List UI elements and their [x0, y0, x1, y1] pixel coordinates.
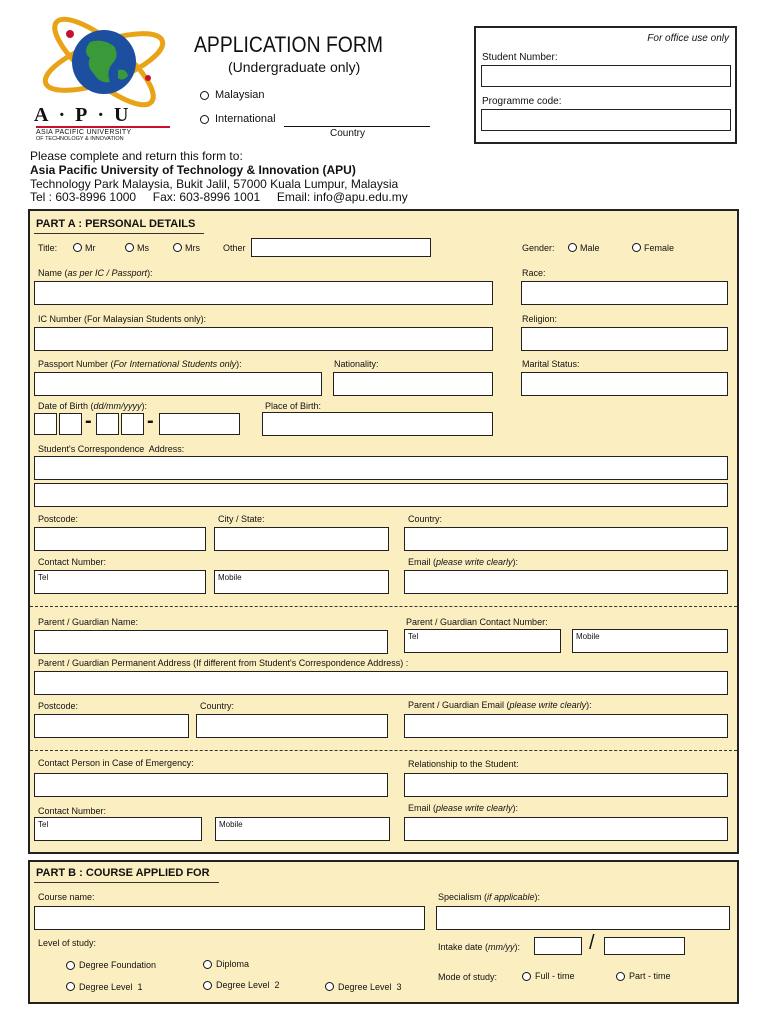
contact-label: Contact Number:: [38, 557, 107, 567]
international-radio[interactable]: [200, 115, 209, 124]
degree-level-3-radio[interactable]: [325, 982, 334, 991]
course-label: Course name:: [38, 892, 95, 902]
course-field[interactable]: [34, 906, 425, 930]
degree-level-1-label: Degree Level 1: [79, 982, 143, 992]
degree-foundation-radio[interactable]: [66, 961, 75, 970]
name-label: Name (as per IC / Passport):: [38, 268, 153, 278]
part-a-title: PART A : PERSONAL DETAILS: [36, 218, 196, 230]
diploma-radio[interactable]: [203, 960, 212, 969]
parent-address-field[interactable]: [34, 671, 728, 695]
parttime-label: Part - time: [629, 971, 671, 981]
country-caption: Country: [330, 128, 366, 139]
dob-day-1[interactable]: [34, 413, 57, 435]
fulltime-label: Full - time: [535, 971, 575, 981]
student-number-field[interactable]: [481, 65, 731, 87]
relationship-field[interactable]: [404, 773, 728, 797]
race-field[interactable]: [521, 281, 728, 305]
dob-dash-2: -: [147, 410, 154, 432]
religion-label: Religion:: [522, 314, 558, 324]
page-subtitle: (Undergraduate only): [228, 59, 361, 75]
title-mrs-label: Mrs: [185, 243, 200, 253]
diploma-label: Diploma: [216, 959, 250, 969]
email-field[interactable]: [404, 570, 728, 594]
parent-address-label: Parent / Guardian Permanent Address (If different from Student's Correspondence Address) :: [38, 658, 409, 668]
emergency-label: Contact Person in Case of Emergency:: [38, 758, 194, 768]
apu-logo: [30, 12, 178, 144]
gender-female-label: Female: [644, 243, 675, 253]
specialism-field[interactable]: [436, 906, 730, 930]
em-contact-label: Contact Number:: [38, 806, 107, 816]
mode-label: Mode of study:: [438, 972, 498, 982]
intake-label: Intake date (mm/yy):: [438, 942, 521, 952]
pob-field[interactable]: [262, 412, 493, 436]
programme-code-field[interactable]: [481, 109, 731, 131]
title-label: Title:: [38, 243, 58, 253]
dob-month-1[interactable]: [96, 413, 119, 435]
parent-name-label: Parent / Guardian Name:: [38, 617, 139, 627]
address-label: Student's Correspondence Address:: [38, 444, 185, 454]
country-line[interactable]: [284, 126, 430, 127]
country-label: Country:: [408, 514, 443, 524]
title-other-label: Other: [223, 243, 246, 253]
title-other-field[interactable]: [251, 238, 431, 257]
degree-level-1-radio[interactable]: [66, 982, 75, 991]
parent-mobile-field[interactable]: Mobile: [572, 629, 728, 653]
postcode-field[interactable]: [34, 527, 206, 551]
divider-1: [30, 606, 737, 607]
return-line-1: Please complete and return this form to:: [30, 149, 243, 163]
ic-label: IC Number (For Malaysian Students only):: [38, 314, 207, 324]
nationality-field[interactable]: [333, 372, 493, 396]
country-field[interactable]: [404, 527, 728, 551]
title-ms-radio[interactable]: [125, 243, 134, 252]
gender-label: Gender:: [522, 243, 555, 253]
nationality-label: Nationality:: [334, 359, 379, 369]
dob-day-2[interactable]: [59, 413, 82, 435]
em-tel-field[interactable]: Tel: [34, 817, 202, 841]
pob-label: Place of Birth:: [265, 401, 322, 411]
page-title: APPLICATION FORM: [194, 32, 383, 57]
parent-email-field[interactable]: [404, 714, 728, 738]
malaysian-label: Malaysian: [215, 89, 265, 101]
title-mr-radio[interactable]: [73, 243, 82, 252]
title-mrs-radio[interactable]: [173, 243, 182, 252]
passport-label: Passport Number (For International Students only):: [38, 359, 242, 369]
part-a-title-rule: [34, 233, 204, 234]
title-mr-label: Mr: [85, 243, 96, 253]
office-use-box: [474, 26, 737, 144]
gender-female-radio[interactable]: [632, 243, 641, 252]
tel-field[interactable]: Tel: [34, 570, 206, 594]
parent-country-field[interactable]: [196, 714, 388, 738]
parent-tel-field[interactable]: Tel: [404, 629, 561, 653]
em-email-label: Email (please write clearly):: [408, 803, 519, 813]
logo-subtitle-2: OF TECHNOLOGY & INNOVATION: [36, 136, 124, 142]
logo-wordmark: A·P·U: [34, 104, 139, 126]
logo-divider: [36, 126, 170, 128]
degree-level-2-radio[interactable]: [203, 981, 212, 990]
office-note: For office use only: [647, 33, 729, 44]
fulltime-radio[interactable]: [522, 972, 531, 981]
intake-slash: /: [589, 932, 595, 954]
emergency-field[interactable]: [34, 773, 388, 797]
logo-subtitle-1: ASIA PACIFIC UNIVERSITY: [36, 129, 132, 136]
intake-month-field[interactable]: [534, 937, 582, 955]
specialism-label: Specialism (if applicable):: [438, 892, 541, 902]
name-field[interactable]: [34, 281, 493, 305]
parent-country-label: Country:: [200, 701, 235, 711]
dob-label: Date of Birth (dd/mm/yyyy):: [38, 401, 148, 411]
city-label: City / State:: [218, 514, 265, 524]
email-label: Email (please write clearly):: [408, 557, 519, 567]
race-label: Race:: [522, 268, 546, 278]
degree-foundation-label: Degree Foundation: [79, 960, 157, 970]
programme-code-label: Programme code:: [482, 96, 562, 107]
part-b-title: PART B : COURSE APPLIED FOR: [36, 867, 210, 879]
parent-postcode-field[interactable]: [34, 714, 189, 738]
postcode-label: Postcode:: [38, 514, 79, 524]
parent-contact-label: Parent / Guardian Contact Number:: [406, 617, 548, 627]
city-field[interactable]: [214, 527, 389, 551]
degree-level-2-label: Degree Level 2: [216, 980, 280, 990]
return-line-4: Tel : 603-8996 1000 Fax: 603-8996 1001 Email: info@apu.edu.my: [30, 190, 408, 204]
relationship-label: Relationship to the Student:: [408, 759, 519, 769]
ic-field[interactable]: [34, 327, 493, 351]
parttime-radio[interactable]: [616, 972, 625, 981]
passport-field[interactable]: [34, 372, 322, 396]
address-line-1[interactable]: [34, 456, 728, 480]
degree-level-3-label: Degree Level 3: [338, 982, 402, 992]
title-ms-label: Ms: [137, 243, 149, 253]
address-line-2[interactable]: [34, 483, 728, 507]
return-line-3: Technology Park Malaysia, Bukit Jalil, 57000 Kuala Lumpur, Malaysia: [30, 177, 399, 191]
marital-label: Marital Status:: [522, 359, 580, 369]
mobile-field[interactable]: Mobile: [214, 570, 389, 594]
dob-year[interactable]: [159, 413, 240, 435]
level-label: Level of study:: [38, 938, 97, 948]
em-email-field[interactable]: [404, 817, 728, 841]
dob-dash-1: -: [85, 410, 92, 432]
return-line-2: Asia Pacific University of Technology & Innovation (APU): [30, 163, 356, 177]
marital-field[interactable]: [521, 372, 728, 396]
part-b-title-rule: [34, 882, 219, 883]
malaysian-radio[interactable]: [200, 91, 209, 100]
divider-2: [30, 750, 737, 751]
parent-postcode-label: Postcode:: [38, 701, 79, 711]
gender-male-label: Male: [580, 243, 600, 253]
gender-male-radio[interactable]: [568, 243, 577, 252]
religion-field[interactable]: [521, 327, 728, 351]
em-mobile-field[interactable]: Mobile: [215, 817, 390, 841]
international-label: International: [215, 113, 276, 125]
intake-year-field[interactable]: [604, 937, 685, 955]
dob-month-2[interactable]: [121, 413, 144, 435]
parent-name-field[interactable]: [34, 630, 388, 654]
student-number-label: Student Number:: [482, 52, 558, 63]
parent-email-label: Parent / Guardian Email (please write clearly):: [408, 700, 592, 710]
